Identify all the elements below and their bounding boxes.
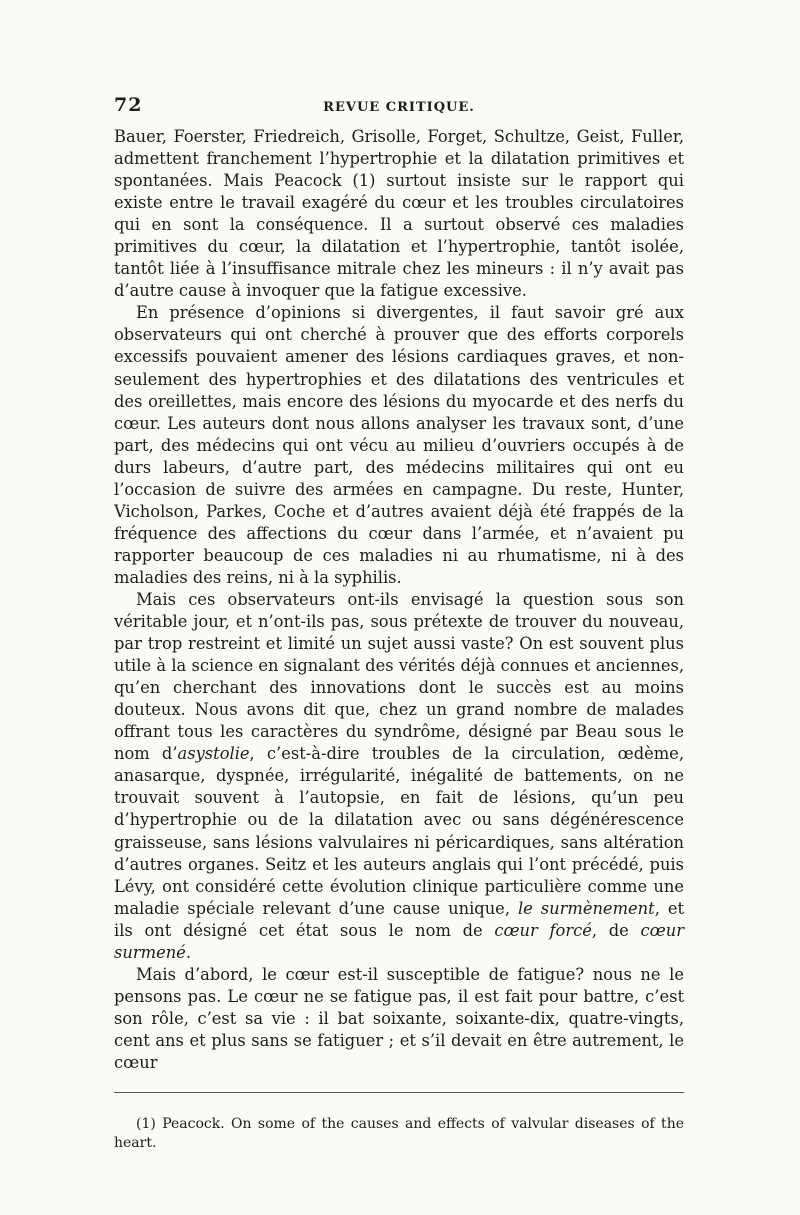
term-coeur-force: cœur forcé xyxy=(494,920,592,940)
paragraph-3-part-b: , c’est-à-dire troubles de la circulation, œdème, anasarque, dyspnée, irrégularité, inégalité de battements, on ne trouvait souvent à l’autopsie, en fait de lésions, qu’un peu d’hypertrophie ou de la dilatation avec ou sans dégénérescence graisseuse, sans lésions valvulaires ni péricardiques, sans altération d’autres organes. Seitz et les auteurs anglais qui l’ont précédé, puis Lévy, ont considéré cette évolution clinique particulière comme une maladie spéciale relevant d’une cause unique, xyxy=(114,744,684,918)
paragraph-3-part-e: . xyxy=(185,942,192,962)
page-number: 72 xyxy=(114,94,143,116)
running-title: REVUE CRITIQUE. xyxy=(323,100,475,115)
paragraph-3-part-a: Mais ces observateurs ont-ils envisagé la question sous son véritable jour, et n’ont-ils pas, sous prétexte de trouver du nouveau, par trop restreint et limité un sujet aussi vaste? On est souvent plus utile à la science en signalant des vérités déjà connues et anciennes, qu’en cherchant des innovations dont le succès est au moins douteux. Nous avons dit que, chez un grand nombre de malades offrant tous les caractères du syndrôme, désigné par Beau sous le nom d’ xyxy=(114,589,684,764)
paragraph-3 xyxy=(114,589,684,964)
paragraph-4: Mais d’abord, le cœur est-il susceptible de fatigue? nous ne le pensons pas. Le cœur ne se fatigue pas, il est fait pour battre, c’est son rôle, c’est sa vie : il bat soixante, soixante-dix, quatre-vingts, cent ans et plus sans se fatiguer ; et s’il devait en être autrement, le cœur xyxy=(114,964,684,1072)
document-page xyxy=(114,94,684,1153)
term-asystolie: asystolie xyxy=(177,744,250,764)
paragraph-3-part-d: , de xyxy=(591,920,641,940)
body-text xyxy=(114,126,684,1074)
term-coeur-surmene: cœur surmené xyxy=(114,920,684,962)
page-header xyxy=(114,94,684,124)
paragraph-2: En présence d’opinions si divergentes, il faut savoir gré aux observateurs qui ont cherché à prouver que des efforts corporels excessifs pouvaient amener des lésions cardiaques graves, et non-seulement des hypertrophies et des dilatations des ventricules et des oreillettes, mais encore des lésions du myocarde et des nerfs du cœur. Les auteurs dont nous allons analyser les travaux sont, d’une part, des médecins qui ont vécu au milieu d’ouvriers occupés à de durs labeurs, d’autre part, des médecins militaires qui ont eu l’occasion de suivre des armées en campagne. Du reste, Hunter, Vicholson, Parkes, Coche et d’autres avaient déjà été frappés de la fréquence des affections du cœur dans l’armée, et n’avaient pu rapporter beaucoup de ces maladies ni au rhumatisme, ni à des maladies des reins, ni à la syphilis. xyxy=(114,303,684,587)
term-surmenement: le surmènement xyxy=(517,898,655,918)
paragraph-3-part-c: , et ils ont désigné cet état sous le nom de xyxy=(114,898,684,940)
footnote: (1) Peacock. On some of the causes and effects of valvular diseases of the heart. xyxy=(114,1116,684,1152)
paragraph-1: Bauer, Foerster, Friedreich, Grisolle, Forget, Schultze, Geist, Fuller, admettent franchement l’hypertrophie et la dilatation primitives et spontanées. Mais Peacock (1) surtout insiste sur le rapport qui existe entre le travail exagéré du cœur et les troubles circulatoires qui en sont la conséquence. Il a surtout observé ces maladies primitives du cœur, la dilatation et l’hypertrophie, tantôt isolée, tantôt liée à l’insuffisance mitrale chez les mineurs : il n’y avait pas d’autre cause à invoquer que la fatigue excessive. xyxy=(114,127,684,301)
footnote-divider xyxy=(114,1092,684,1093)
